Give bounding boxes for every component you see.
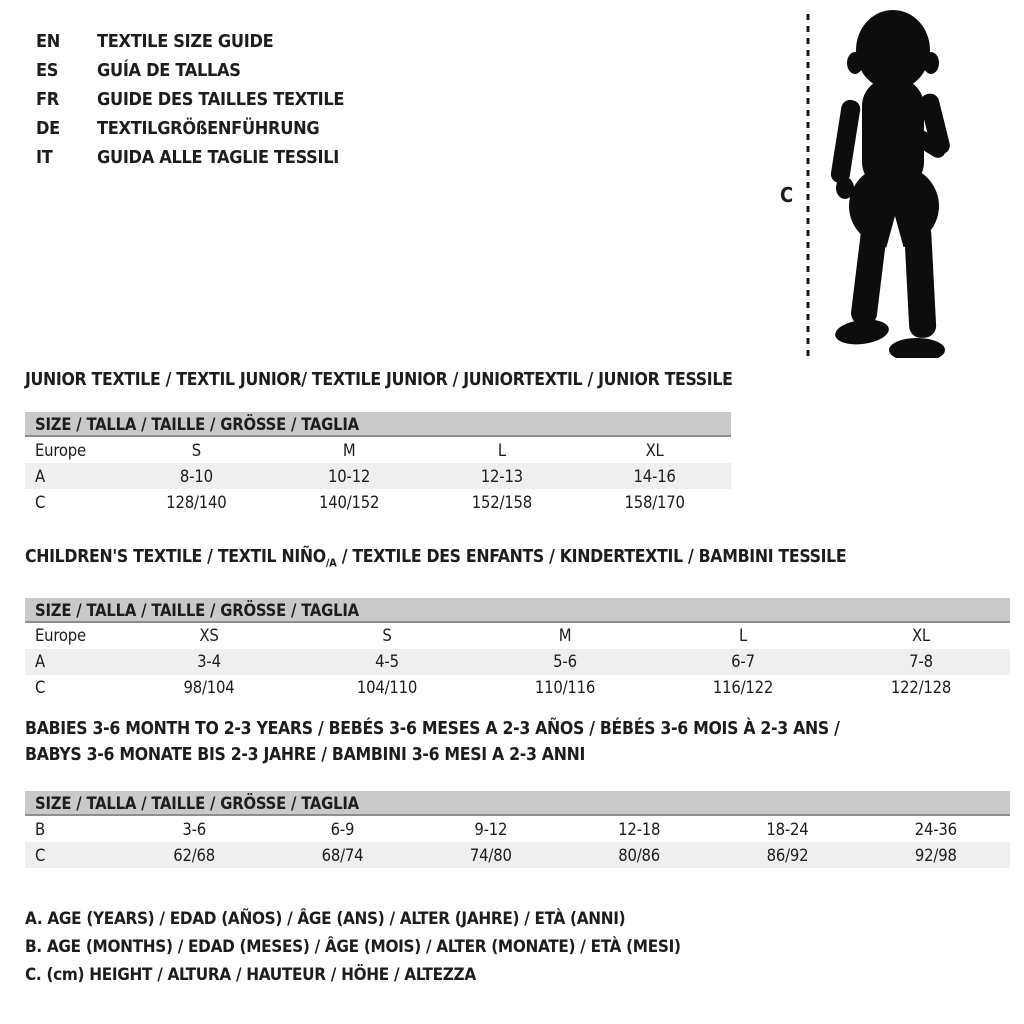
- lang-code: ES: [36, 60, 59, 81]
- row-label: A: [35, 652, 45, 671]
- table-cell: 74/80: [469, 845, 512, 865]
- legend: [25, 905, 681, 989]
- table-cell: 62/68: [173, 845, 216, 865]
- table-row-height: [25, 675, 1010, 701]
- table-cell: 122/128: [890, 678, 952, 697]
- row-label: B: [35, 819, 45, 839]
- table-row-europe: [25, 623, 1010, 649]
- table-cell: 98/104: [183, 678, 235, 697]
- table-cell: 14-16: [633, 466, 676, 486]
- legend-line-a: A. AGE (YEARS) / EDAD (AÑOS) / ÂGE (ANS) / ALTER (JAHRE) / ETÀ (ANNI): [25, 909, 626, 929]
- table-cell: L: [497, 440, 506, 460]
- language-title-list: [36, 27, 344, 172]
- babies-section-heading-line2: BABYS 3-6 MONATE BIS 2-3 JAHRE / BAMBINI 3-6 MESI A 2-3 ANNI: [25, 745, 585, 765]
- table-cell: 128/140: [166, 492, 227, 512]
- table-cell: 3-4: [197, 652, 221, 671]
- babies-textile-section: [25, 716, 1010, 868]
- table-cell: S: [191, 440, 201, 460]
- row-label: A: [35, 466, 45, 486]
- row-label: C: [35, 492, 46, 512]
- table-cell: 80/86: [618, 845, 661, 865]
- table-cell: L: [738, 626, 748, 645]
- children-size-header-bar: SIZE / TALLA / TAILLE / GRÖSSE / TAGLIA: [25, 598, 1010, 623]
- height-measure-label: C: [780, 183, 794, 207]
- table-cell: XL: [911, 626, 931, 645]
- lang-title: GUIDA ALLE TAGLIE TESSILI: [97, 147, 339, 168]
- table-cell: 68/74: [321, 845, 364, 865]
- children-size-table: [25, 623, 1010, 701]
- table-cell: XL: [645, 440, 664, 460]
- table-cell: 116/122: [712, 678, 774, 697]
- lang-row-fr: [36, 85, 344, 114]
- heading-text: CHILDREN'S TEXTILE / TEXTIL NIÑO: [25, 547, 326, 567]
- lang-title: TEXTILGRÖßENFÜHRUNG: [97, 118, 320, 139]
- table-cell: S: [382, 626, 392, 645]
- row-label: Europe: [35, 440, 86, 460]
- heading-subscript: /A: [325, 556, 337, 570]
- table-row-europe: [25, 437, 731, 463]
- table-cell: 110/116: [534, 678, 596, 697]
- table-cell: 4-5: [375, 652, 399, 671]
- babies-size-header-bar: SIZE / TALLA / TAILLE / GRÖSSE / TAGLIA: [25, 791, 1010, 816]
- lang-row-en: [36, 27, 344, 56]
- row-label: C: [35, 845, 46, 865]
- table-row-age: [25, 649, 1010, 675]
- table-cell: 9-12: [474, 819, 508, 839]
- table-cell: 158/170: [624, 492, 685, 512]
- legend-line-b: B. AGE (MONTHS) / EDAD (MESES) / ÂGE (MOIS) / ALTER (MONATE) / ETÀ (MESI): [25, 937, 681, 957]
- table-cell: 152/158: [471, 492, 532, 512]
- junior-size-header-bar: SIZE / TALLA / TAILLE / GRÖSSE / TAGLIA: [25, 412, 731, 437]
- junior-size-table: [25, 437, 731, 515]
- table-row-height: [25, 842, 1010, 868]
- babies-size-table: [25, 816, 1010, 868]
- lang-title: TEXTILE SIZE GUIDE: [97, 31, 274, 52]
- table-cell: M: [342, 440, 356, 460]
- heading-text: / TEXTILE DES ENFANTS / KINDERTEXTIL / BAMBINI TESSILE: [336, 547, 847, 567]
- legend-line-c: C. (cm) HEIGHT / ALTURA / HAUTEUR / HÖHE / ALTEZZA: [25, 965, 476, 985]
- height-dashed-line: [806, 14, 810, 356]
- table-cell: 7-8: [909, 652, 933, 671]
- table-cell: 6-9: [330, 819, 355, 839]
- table-cell: 12-18: [618, 819, 661, 839]
- lang-row-es: [36, 56, 344, 85]
- table-cell: 140/152: [318, 492, 380, 512]
- table-cell: XS: [199, 626, 219, 645]
- baby-silhouette-icon: [818, 6, 978, 358]
- lang-row-de: [36, 114, 344, 143]
- lang-title: GUIDE DES TAILLES TEXTILE: [97, 89, 345, 110]
- lang-code: FR: [36, 89, 59, 110]
- junior-section-heading: JUNIOR TEXTILE / TEXTIL JUNIOR/ TEXTILE JUNIOR / JUNIORTEXTIL / JUNIOR TESSILE: [25, 370, 733, 390]
- table-cell: 24-36: [914, 819, 957, 839]
- table-cell: 3-6: [182, 819, 206, 839]
- table-cell: 8-10: [179, 466, 213, 486]
- table-cell: M: [558, 626, 572, 645]
- table-row-age-months: [25, 816, 1010, 842]
- table-cell: 10-12: [328, 466, 371, 486]
- babies-section-heading-line1: BABIES 3-6 MONTH TO 2-3 YEARS / BEBÉS 3-6 MESES A 2-3 AÑOS / BÉBÉS 3-6 MOIS À 2-3 ANS /: [25, 719, 840, 739]
- table-cell: 5-6: [553, 652, 577, 671]
- lang-code: EN: [36, 31, 61, 52]
- lang-row-it: [36, 143, 344, 172]
- lang-code: DE: [36, 118, 60, 139]
- row-label: Europe: [35, 626, 86, 645]
- table-cell: 86/92: [766, 845, 809, 865]
- row-label: C: [35, 678, 46, 697]
- table-cell: 104/110: [356, 678, 418, 697]
- table-row-height: [25, 489, 731, 515]
- children-textile-section: [25, 547, 1010, 701]
- table-cell: 92/98: [914, 845, 957, 865]
- lang-code: IT: [36, 147, 53, 168]
- table-cell: 18-24: [766, 819, 809, 839]
- junior-textile-section: [25, 370, 731, 515]
- children-section-heading: [25, 547, 1010, 574]
- table-cell: 6-7: [731, 652, 755, 671]
- table-cell: 12-13: [480, 466, 523, 486]
- lang-title: GUÍA DE TALLAS: [97, 60, 241, 81]
- table-row-age: [25, 463, 731, 489]
